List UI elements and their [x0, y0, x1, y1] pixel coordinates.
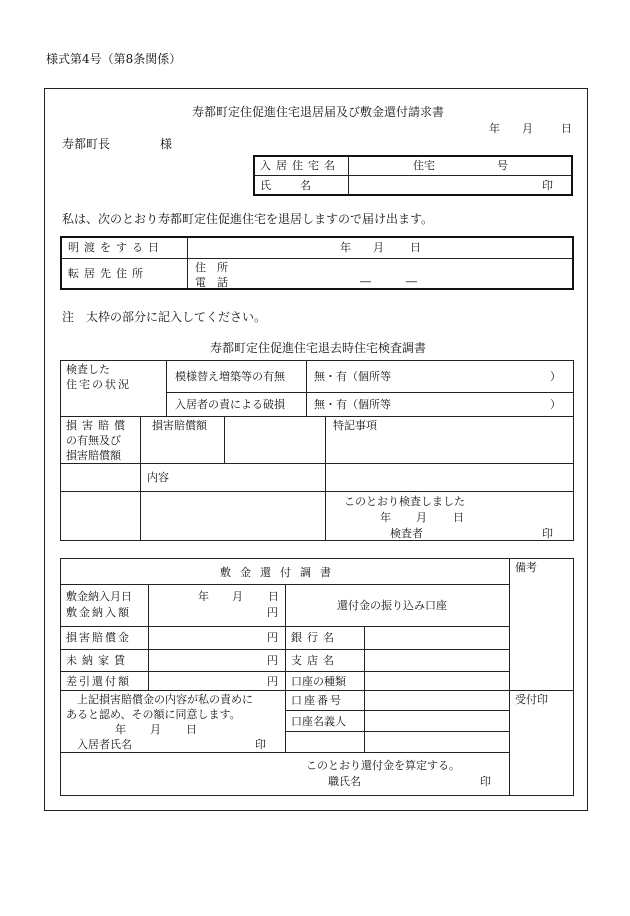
item1-value: 無・有（個所等 [314, 370, 391, 383]
form-number: 様式第4号（第8条関係） [46, 52, 182, 66]
item1-close: ） [550, 370, 561, 383]
vacate-month: 月 [373, 241, 384, 254]
refund-title: 敷金還付調書 [220, 566, 340, 579]
statement: 私は、次のとおり寿都町定住促進住宅を退居しますので届け出ます。 [62, 212, 434, 226]
item2-value: 無・有（個所等 [314, 398, 391, 411]
damage-fee-yen: 円 [267, 631, 278, 644]
remarks-label: 備考 [515, 561, 537, 574]
account-holder-label: 口座名義人 [291, 715, 346, 728]
account-number-label: 口座番号 [291, 694, 343, 707]
residence-mid: 住宅 [413, 159, 435, 172]
deposit-yen: 円 [267, 606, 278, 619]
damage-amount-label: 損害賠償額 [152, 419, 207, 432]
inspection-table [60, 360, 574, 541]
unpaid-rent-label: 未納家賃 [66, 654, 130, 667]
inspection-month: 月 [416, 511, 427, 524]
deposit-amount-label: 敷金納入額 [66, 606, 131, 619]
vacate-label: 明渡をする日 [68, 241, 164, 254]
consent-month: 月 [150, 723, 161, 736]
phone-sep-1: ― [360, 275, 371, 288]
consent-line-2: あると認め、その額に同意します。 [66, 708, 241, 721]
residence-num: 号 [497, 159, 508, 172]
phone-sep-2: ― [406, 275, 417, 288]
vacate-day: 日 [410, 241, 421, 254]
inspection-year: 年 [380, 511, 391, 524]
official-seal: 印 [480, 775, 491, 788]
request-date-year: 年 [489, 122, 500, 135]
deposit-date-label: 敷金納入月日 [66, 590, 132, 603]
inspected-text: このとおり検査しました [344, 495, 465, 508]
status-label-1: 検査した [66, 363, 110, 376]
consent-year: 年 [115, 723, 126, 736]
net-refund-yen: 円 [267, 675, 278, 688]
content-label: 内容 [147, 471, 169, 484]
deposit-day: 日 [268, 590, 279, 603]
inspection-title: 寿都町定住促進住宅退去時住宅検査調書 [210, 341, 427, 355]
receipt-stamp-label: 受付印 [515, 693, 548, 706]
status-label-2: 住宅の状況 [66, 378, 131, 391]
inspector-seal: 印 [542, 527, 553, 540]
unpaid-rent-yen: 円 [267, 654, 278, 667]
branch-label: 支店名 [291, 654, 339, 667]
address-label: 住 所 [195, 261, 228, 274]
deposit-month: 月 [232, 590, 243, 603]
item2-close: ） [550, 398, 561, 411]
name-seal: 印 [542, 179, 553, 192]
resident-seal: 印 [255, 738, 266, 751]
addressee: 寿都町長 [62, 137, 111, 151]
account-type-label: 口座の種類 [291, 675, 346, 688]
note: 注 太枠の部分に記入してください。 [62, 310, 267, 324]
name-label: 氏 名 [260, 179, 320, 192]
request-date-day: 日 [561, 122, 572, 135]
inspector-label: 検査者 [390, 527, 423, 540]
damage-label-1: 損害賠償 [66, 419, 130, 432]
calculated-text: このとおり還付金を算定する。 [306, 759, 460, 772]
resident-name-label: 入居者氏名 [77, 738, 132, 751]
request-date-month: 月 [522, 122, 533, 135]
special-notes-label: 特記事項 [333, 419, 377, 432]
net-refund-label: 差引還付額 [66, 675, 131, 688]
bank-header: 還付金の振り込み口座 [337, 599, 447, 612]
consent-line-1: 上記損害賠償金の内容が私の責めに [77, 693, 253, 706]
residence-label: 入居住宅名 [260, 159, 340, 172]
phone-label: 電 話 [195, 276, 228, 289]
damage-label-2: の有無及び [66, 434, 121, 447]
request-title: 寿都町定住促進住宅退居届及び敷金還付請求書 [192, 105, 445, 119]
deposit-year: 年 [198, 590, 209, 603]
vacate-year: 年 [340, 241, 351, 254]
damage-label-3: 損害賠償額 [66, 449, 121, 462]
damage-fee-label: 損害賠償金 [66, 631, 131, 644]
inspection-day: 日 [453, 511, 464, 524]
new-address-label: 転居先住所 [68, 267, 148, 280]
item2-label: 入居者の責による破損 [175, 398, 285, 411]
official-label: 職氏名 [328, 775, 361, 788]
bank-name-label: 銀行名 [291, 631, 339, 644]
addressee-suffix: 様 [160, 137, 173, 151]
consent-day: 日 [186, 723, 197, 736]
item1-label: 模様替え増築等の有無 [175, 370, 285, 383]
